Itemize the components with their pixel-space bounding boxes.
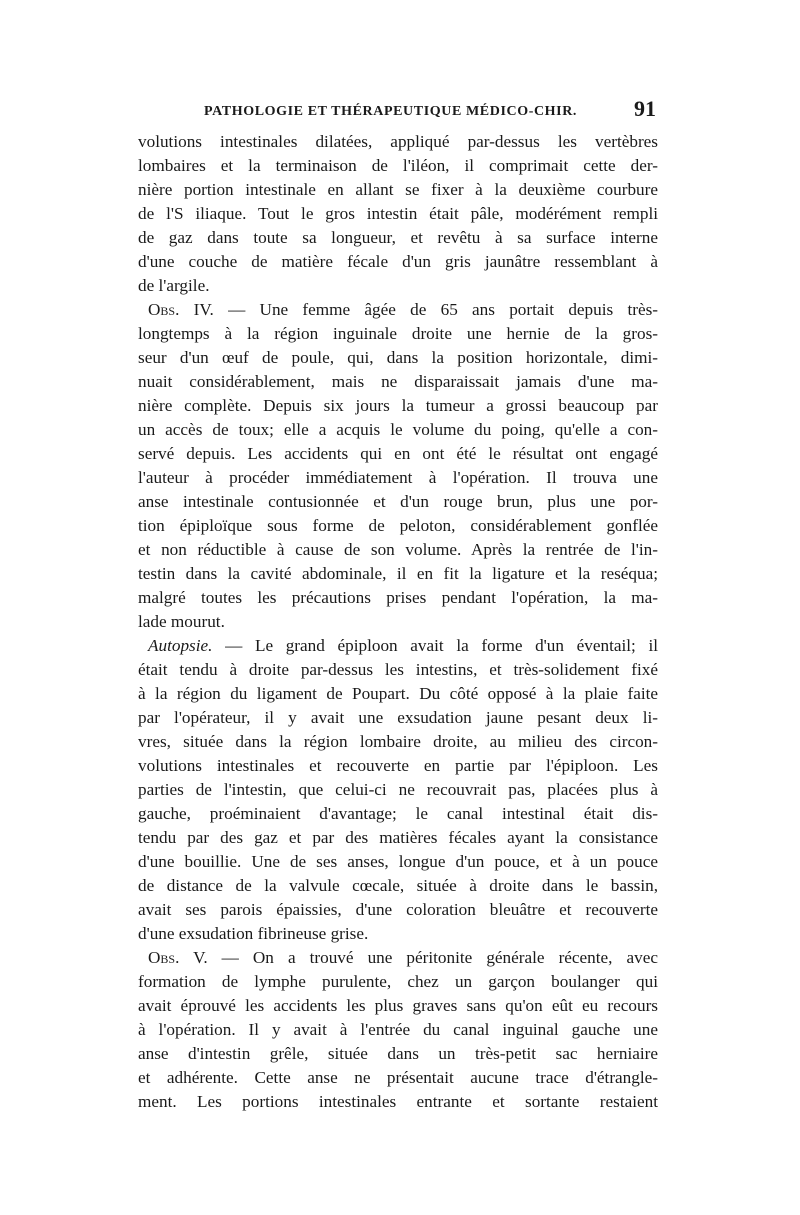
text-line — [138, 442, 658, 466]
section-label: Autopsie. — [148, 636, 213, 655]
line-text: et adhérente. Cette anse ne présentait aucune trace d'étrangle- — [138, 1068, 658, 1087]
text-line — [138, 130, 658, 154]
line-text: gauche, proéminaient d'avantage; le canal intestinal était dis- — [138, 804, 658, 823]
text-line — [138, 202, 658, 226]
line-text: avait éprouvé les accidents les plus graves sans qu'on eût eu recours — [138, 996, 658, 1015]
line-text: d'une couche de matière fécale d'un gris jaunâtre ressemblant à — [138, 252, 658, 271]
line-text: par l'opérateur, il y avait une exsudation jaune pesant deux li- — [138, 708, 658, 727]
line-text: — On a trouvé une péritonite générale récente, avec — [207, 948, 658, 967]
text-line — [138, 922, 658, 946]
text-line — [138, 394, 658, 418]
line-text: tion épiploïque sous forme de peloton, considérablement gonflée — [138, 516, 658, 535]
text-line — [138, 1042, 658, 1066]
text-line — [138, 226, 658, 250]
line-text: à l'opération. Il y avait à l'entrée du canal inguinal gauche une — [138, 1020, 658, 1039]
line-text: de l'argile. — [138, 276, 210, 295]
text-line — [138, 898, 658, 922]
line-text: malgré toutes les précautions prises pendant l'opération, la ma- — [138, 588, 658, 607]
line-text: vres, située dans la région lombaire droite, au milieu des circon- — [138, 732, 658, 751]
body-text — [138, 130, 658, 1114]
line-text: lombaires et la terminaison de l'iléon, il comprimait cette der- — [138, 156, 658, 175]
text-line — [138, 178, 658, 202]
line-text: tendu par des gaz et par des matières fécales ayant la consistance — [138, 828, 658, 847]
text-line — [138, 778, 658, 802]
line-text: à la région du ligament de Poupart. Du côté opposé à la plaie faite — [138, 684, 658, 703]
line-text: d'une exsudation fibrineuse grise. — [138, 924, 369, 943]
observation-label: Obs. IV. — [148, 300, 214, 319]
text-line — [138, 826, 658, 850]
book-page — [138, 96, 658, 1114]
line-text: — Une femme âgée de 65 ans portait depuis très- — [213, 300, 658, 319]
text-line — [138, 850, 658, 874]
line-text: nière portion intestinale en allant se fixer à la deuxième courbure — [138, 180, 658, 199]
text-line — [138, 298, 658, 322]
text-line — [138, 586, 658, 610]
text-line — [138, 730, 658, 754]
text-line — [138, 874, 658, 898]
line-text: l'auteur à procéder immédiatement à l'opération. Il trouva une — [138, 468, 658, 487]
line-text: un accès de toux; elle a acquis le volume du poing, qu'elle a con- — [138, 420, 658, 439]
line-text: testin dans la cavité abdominale, il en fit la ligature et la reséqua; — [138, 564, 658, 583]
line-text: — Le grand épiploon avait la forme d'un éventail; il — [212, 636, 658, 655]
text-line — [138, 1018, 658, 1042]
running-head: PATHOLOGIE ET THÉRAPEUTIQUE MÉDICO-CHIR. — [204, 104, 578, 119]
text-line — [138, 610, 658, 634]
line-text: d'une bouillie. Une de ses anses, longue d'un pouce, et à un pouce — [138, 852, 658, 871]
text-line — [138, 322, 658, 346]
text-line — [138, 538, 658, 562]
line-text: lade mourut. — [138, 612, 225, 631]
text-line — [138, 1066, 658, 1090]
line-text: anse d'intestin grêle, située dans un très-petit sac herniaire — [138, 1044, 658, 1063]
text-line — [138, 706, 658, 730]
line-text: formation de lymphe purulente, chez un garçon boulanger qui — [138, 972, 658, 991]
line-text: et non réductible à cause de son volume. Après la rentrée de l'in- — [138, 540, 658, 559]
line-text: de l'S iliaque. Tout le gros intestin était pâle, modérément rempli — [138, 204, 658, 223]
line-text: parties de l'intestin, que celui-ci ne recouvrait pas, placées plus à — [138, 780, 658, 799]
text-line — [138, 466, 658, 490]
line-text: anse intestinale contusionnée et d'un rouge brun, plus une por- — [138, 492, 658, 511]
text-line — [138, 274, 658, 298]
text-line — [138, 946, 658, 970]
text-line — [138, 802, 658, 826]
text-line — [138, 418, 658, 442]
text-line — [138, 634, 658, 658]
line-text: servé depuis. Les accidents qui en ont été le résultat ont engagé — [138, 444, 658, 463]
text-line — [138, 346, 658, 370]
text-line — [138, 250, 658, 274]
text-line — [138, 754, 658, 778]
line-text: avait ses parois épaissies, d'une coloration bleuâtre et recouverte — [138, 900, 658, 919]
text-line — [138, 994, 658, 1018]
text-line — [138, 514, 658, 538]
text-line — [138, 970, 658, 994]
text-line — [138, 658, 658, 682]
text-line — [138, 490, 658, 514]
line-text: était tendu à droite par-dessus les intestins, et très-solidement fixé — [138, 660, 658, 679]
line-text: ment. Les portions intestinales entrante et sortante restaient — [138, 1092, 658, 1111]
line-text: nière complète. Depuis six jours la tumeur a grossi beaucoup par — [138, 396, 658, 415]
line-text: de gaz dans toute sa longueur, et revêtu à sa surface interne — [138, 228, 658, 247]
observation-label: Obs. V. — [148, 948, 208, 967]
text-line — [138, 682, 658, 706]
line-text: nuait considérablement, mais ne disparaissait jamais d'une ma- — [138, 372, 658, 391]
text-line — [138, 370, 658, 394]
line-text: volutions intestinales et recouverte en partie par l'épiploon. Les — [138, 756, 658, 775]
text-line — [138, 562, 658, 586]
line-text: seur d'un œuf de poule, qui, dans la position horizontale, dimi- — [138, 348, 658, 367]
page-number: 91 — [634, 96, 656, 121]
text-line — [138, 1090, 658, 1114]
page-header — [138, 96, 658, 126]
text-line — [138, 154, 658, 178]
line-text: volutions intestinales dilatées, appliqué par-dessus les vertèbres — [138, 132, 658, 151]
line-text: longtemps à la région inguinale droite une hernie de la gros- — [138, 324, 658, 343]
line-text: de distance de la valvule cœcale, située à droite dans le bassin, — [138, 876, 658, 895]
